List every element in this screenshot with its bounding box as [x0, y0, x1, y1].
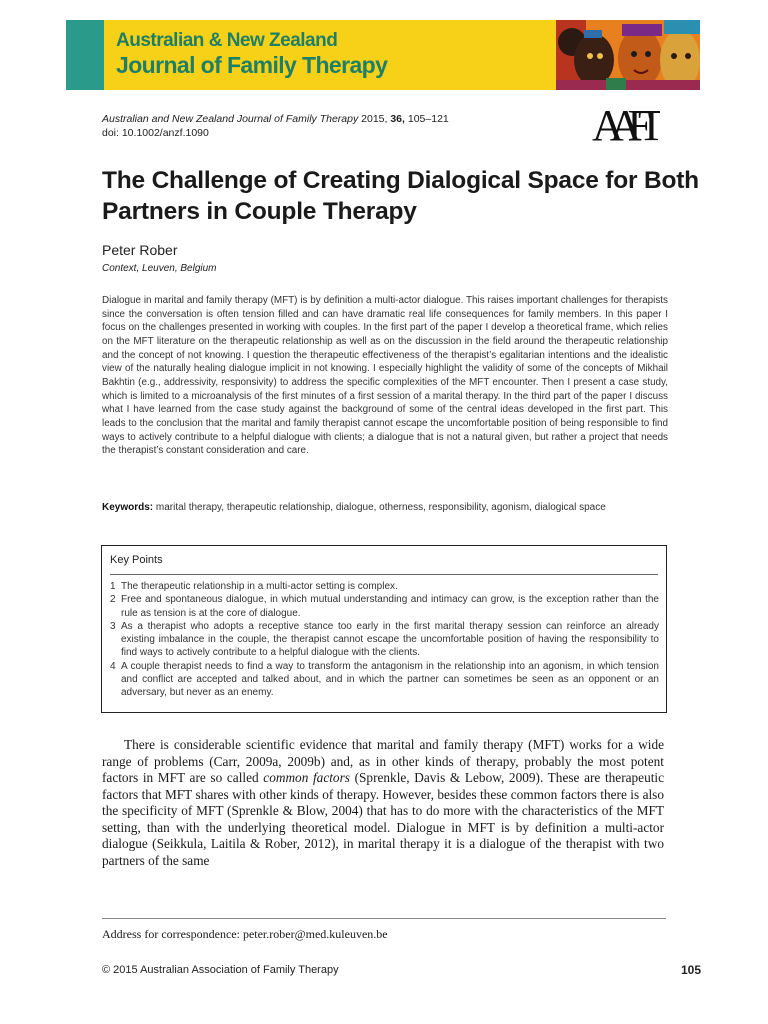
key-points-title: Key Points [110, 554, 163, 566]
page-number: 105 [681, 963, 702, 977]
correspondence-address: Address for correspondence: peter.rober@med.kuleuven.be [102, 927, 388, 941]
key-point-text: The therapeutic relationship in a multi-actor setting is complex. [121, 581, 398, 592]
key-point-text: Free and spontaneous dialogue, in which mutual understanding and intimacy can grow, is the exception rather than the rule as tension is at the core of dialogue. [121, 594, 659, 619]
key-point-item [110, 660, 659, 700]
body-emphasis: common factors [263, 770, 350, 785]
cover-artwork-image [556, 20, 700, 90]
citation-doi: doi: 10.1002/anzf.1090 [102, 127, 209, 139]
key-point-number: 2 [110, 594, 116, 606]
body-paragraph [102, 737, 664, 869]
journal-name-line1: Australian & New Zealand [116, 30, 338, 51]
author-name: Peter Rober [102, 242, 178, 258]
citation-volume: 36, [390, 113, 405, 125]
citation-journal: Australian and New Zealand Journal of Family Therapy [102, 113, 359, 125]
aaft-logo-icon [590, 98, 660, 150]
body-text-part2: (Sprenkle, Davis & Lebow, 2009). These are therapeutic factors that MFT shares with other kinds of therapy. However, besides these common factors there is also the specificity of MFT (Sprenkle & Blow, 2004) that has to do more with the characteristics of the MFT setting, than with the underlying theoretical model. Dialogue in MFT is by definition a multi-actor dialogue (Seikkula, Laitila & Rober, 2012), in marital therapy it is a dialogue of the therapist with two partners of the same [102, 770, 665, 868]
journal-name-line2: Journal of Family Therapy [116, 52, 388, 78]
keywords-list: marital therapy, therapeutic relationship, dialogue, otherness, responsibility, agonism, dialogical space [155, 502, 606, 513]
abstract-text: Dialogue in marital and family therapy (MFT) is by definition a multi-actor dialogue. This raises important challenges for therapists since the conversation is often tension filled and can have dramatic real life consequences for family members. In this paper I focus on the challenges presented in working with couples. In the first part of the paper I develop a theoretical frame, which relies on the MFT literature on the therapeutic relationship as well as on the discussion in the field around the therapeutic relationship and the concept of not knowing. I question the therapeutic effectiveness of the therapist’s egalitarian intentions and the idealistic view of the naturally healing dialogue implicit in not knowing. I especially highlight the validity of some of the concepts of Mikhail Bakhtin (e.g., addressivity, responsivity) to address the specific complexities of the MFT encounter. Then I present a case study, which is limited to a microanalysis of the first minutes of a first session of a marital therapy. In the third part of the paper I discuss what I have learned from the case study against the background of some of the central ideas developed in the first part. This leads to the conclusion that the marital and family therapist cannot escape the uncomfortable position of being responsible to find ways to actively contribute to a helpful dialogue with clients; a dialogue that is not a natural given, but rather a project that needs the therapist’s constant consideration and care. [102, 295, 668, 457]
key-point-item [110, 620, 659, 660]
keywords-line [102, 502, 702, 513]
footnote-divider [102, 918, 666, 919]
copyright-notice: © 2015 Australian Association of Family Therapy [102, 964, 339, 976]
key-point-item [110, 580, 659, 593]
citation-pages: 105–121 [407, 113, 449, 125]
key-points-divider [110, 574, 658, 575]
svg-text:AAFT: AAFT [592, 101, 651, 150]
article-title: The Challenge of Creating Dialogical Space for Both Partners in Couple Therapy [102, 167, 699, 225]
key-point-text: A couple therapist needs to find a way to transform the antagonism in the relationship into an agonism, in which tension and conflict are accepted and talked about, and in which the partner can sometimes be seen as an opponent or an adversary, but never as an enemy. [121, 660, 659, 699]
author-affiliation: Context, Leuven, Belgium [102, 263, 217, 274]
citation-block [102, 112, 449, 140]
key-point-item [110, 593, 659, 620]
citation-year: 2015, [361, 113, 388, 125]
key-point-number: 1 [110, 581, 116, 592]
keywords-label: Keywords: [102, 502, 154, 513]
key-point-number: 4 [110, 660, 116, 672]
banner-accent-stripe [66, 20, 104, 90]
key-point-number: 3 [110, 620, 116, 632]
key-point-text: As a therapist who adopts a receptive stance too early in the first marital therapy session can reinforce an already existing imbalance in the couple, the therapist cannot escape the uncomfortable position of having the responsibility to find ways to actively contribute to a helpful dialogue with the clients. [121, 620, 659, 659]
body-text-part1: There is considerable scientific evidence that marital and family therapy (MFT) works for a wide range of problems (Carr, 2009a, 2009b) and, as in other kinds of therapy, probably the most potent factors in MFT are so called [102, 737, 664, 785]
key-points-list [110, 580, 659, 700]
